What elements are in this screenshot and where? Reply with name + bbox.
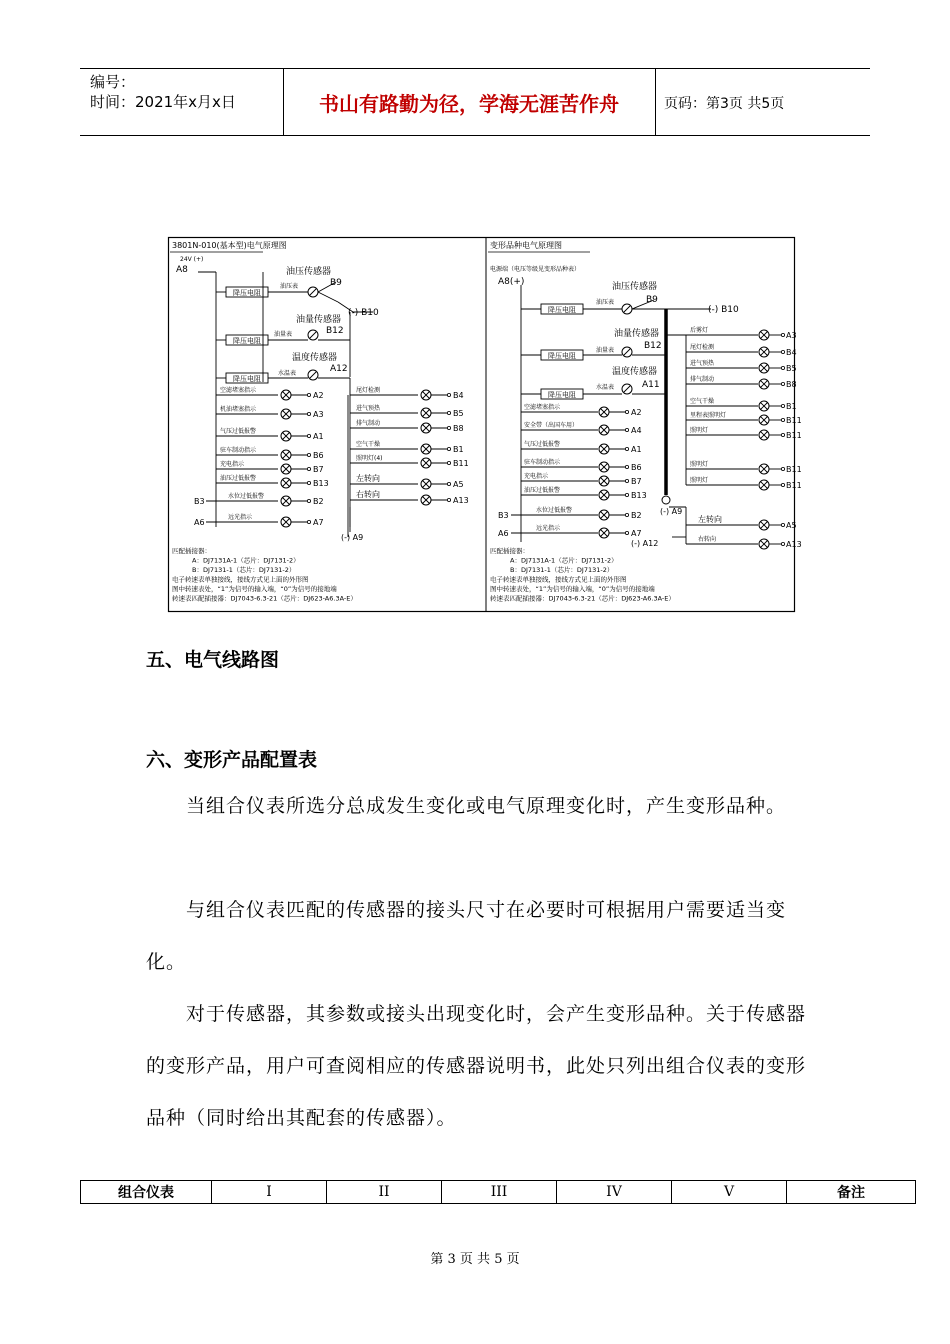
- left-output-pin: A5: [453, 480, 464, 489]
- left-indicator-pin: A2: [313, 391, 324, 400]
- paragraph-3: 对于传感器，其参数或接头出现变化时，会产生变形品种。关于传感器的变形产品，用户可查阅相应的传感器说明书，此处只列出组合仪表的变形品种（同时给出其配套的传感器）。: [146, 1003, 807, 1129]
- terminal-dot: [307, 393, 310, 396]
- electrical-diagram-svg: [168, 237, 802, 612]
- terminal-dot: [781, 333, 784, 336]
- resistor-label: 降压电阻: [233, 337, 261, 345]
- right-neg-a12: (-) A12: [631, 539, 659, 548]
- right-output-label: 照明灯: [690, 427, 709, 434]
- right-left-turn-pin: A5: [786, 521, 797, 530]
- terminal-dot: [781, 523, 784, 526]
- terminal-dot: [625, 479, 628, 482]
- right-note-line: 图中转速表处，“1”为信号的输入端，“0”为信号的接地端: [490, 585, 655, 593]
- right-output-pin: B11: [786, 431, 802, 440]
- right-output-label: 尾灯检测: [690, 344, 715, 351]
- right-oil-pressure-sensor: 油压传感器: [612, 282, 658, 292]
- left-fuel-gauge: 油量表: [274, 331, 293, 338]
- page-footer: 第 3 页 共 5 页: [430, 1252, 520, 1267]
- left-indicator-label: 水位过低报警: [228, 493, 265, 500]
- right-fuel-gauge: 油量表: [596, 347, 615, 354]
- terminal-dot: [625, 531, 628, 534]
- left-indicator-pin: B2: [313, 497, 324, 506]
- terminal-dot: [625, 493, 628, 496]
- left-indicator-pin: A3: [313, 410, 324, 419]
- right-indicator-pin: A1: [631, 445, 642, 454]
- right-indicator-label: 安全带（出国车用）: [524, 422, 579, 429]
- right-note-line: 转速表匹配插接器：DJ7043-6.3-21（芯片：DJ623-A6.3A-E）: [490, 594, 675, 603]
- terminal-dot: [781, 467, 784, 470]
- left-diagram-title: 3801N-010(基本型)电气原理图: [172, 241, 287, 250]
- table-header-cell: V: [672, 1181, 787, 1204]
- right-output-label: 照明灯: [690, 477, 709, 484]
- header-top-rule: [80, 68, 870, 69]
- right-right-turn-pin: A13: [786, 540, 802, 549]
- terminal-dot: [781, 542, 784, 545]
- left-output-pin: B8: [453, 424, 464, 433]
- left-a8-terminal: A8: [176, 265, 188, 275]
- left-output-label: 右转向: [356, 490, 380, 499]
- right-output-pin: B11: [786, 416, 802, 425]
- terminal-dot: [447, 461, 450, 464]
- terminal-dot: [447, 482, 450, 485]
- terminal-dot: [447, 498, 450, 501]
- left-a12-terminal: A12: [330, 364, 348, 374]
- left-indicator-pin: B6: [313, 451, 324, 460]
- terminal-dot: [625, 465, 628, 468]
- right-output-label: 排气制动: [690, 376, 715, 383]
- section-5-heading: 五、电气线路图: [146, 649, 280, 671]
- left-output-pin: B5: [453, 409, 464, 418]
- right-fuel-sensor: 油量传感器: [614, 329, 660, 339]
- left-indicator-pin: A7: [313, 518, 324, 527]
- terminal-dot: [447, 426, 450, 429]
- right-note-line: B：DJ7131-1（芯片：DJ7131-2）: [510, 566, 614, 574]
- terminal-dot: [307, 453, 310, 456]
- right-diagram-title: 变形品种电气原理图: [490, 241, 562, 250]
- terminal-dot: [307, 499, 310, 502]
- table-header-cell: II: [327, 1181, 442, 1204]
- right-indicator-label: 油压过低报警: [524, 487, 561, 494]
- left-prefix-terminal: A6: [194, 518, 205, 527]
- paragraph-2: 与组合仪表匹配的传感器的接头尺寸在必要时可根据用户需要适当变化。: [146, 899, 787, 973]
- header-page-info: 页码：第3页 共5页: [664, 96, 785, 112]
- left-oil-pressure-sensor: 油压传感器: [286, 267, 332, 277]
- right-left-turn-label: 左转向: [698, 515, 722, 524]
- resistor-label: 降压电阻: [233, 375, 261, 383]
- terminal-dot: [625, 428, 628, 431]
- right-indicator-label: 气压过低报警: [524, 441, 561, 448]
- left-indicator-pin: B7: [313, 465, 324, 474]
- left-fuel-sensor: 油量传感器: [296, 315, 342, 325]
- terminal-dot: [307, 481, 310, 484]
- table-header-cell: 备注: [787, 1181, 916, 1204]
- right-indicator-label: 驻车制动指示: [524, 459, 561, 466]
- resistor-label: 降压电阻: [548, 352, 576, 360]
- left-output-pin: A13: [453, 496, 469, 505]
- left-note-line: A：DJ7131A-1（芯片：DJ7131-2）: [192, 556, 300, 565]
- right-b9-terminal: B9: [646, 295, 658, 305]
- right-output-pin: B11: [786, 481, 802, 490]
- table-header-cell: I: [212, 1181, 327, 1204]
- right-indicator-pin: B7: [631, 477, 642, 486]
- left-output-pin: B1: [453, 445, 464, 454]
- right-output-label: 里程表照明灯: [690, 412, 727, 419]
- left-b12-terminal: B12: [326, 326, 344, 336]
- right-neg-a9: (-) A9: [660, 507, 683, 516]
- left-indicator-label: 充电指示: [220, 461, 245, 468]
- left-note-line: B：DJ7131-1（芯片：DJ7131-2）: [192, 566, 296, 574]
- left-output-label: 空气干燥: [356, 441, 381, 448]
- header-meta: [90, 72, 236, 112]
- terminal-dot: [781, 366, 784, 369]
- header-motto: 书山有路勤为径，学海无涯苦作舟: [319, 92, 619, 116]
- left-note-line: 电子转速表单独接线，接线方式见上面的外形图: [172, 575, 309, 584]
- terminal-dot: [781, 483, 784, 486]
- left-indicator-label: 空滤堵塞指示: [220, 387, 257, 394]
- section-6-heading: 六、变形产品配置表: [146, 749, 318, 771]
- left-water-temp-gauge: 水温表: [278, 370, 297, 377]
- right-indicator-pin: A7: [631, 529, 642, 538]
- right-oil-pressure-gauge: 油压表: [596, 299, 615, 306]
- right-indicator-pin: A2: [631, 408, 642, 417]
- terminal-dot: [781, 350, 784, 353]
- left-note-line: 匹配插接器：: [172, 547, 211, 555]
- right-output-label: 后雾灯: [690, 327, 709, 334]
- left-output-label: 左转向: [356, 474, 380, 483]
- right-water-temp-gauge: 水温表: [596, 384, 615, 391]
- resistor-label: 降压电阻: [548, 306, 576, 314]
- left-indicator-pin: B13: [313, 479, 329, 488]
- right-indicator-pin: B6: [631, 463, 642, 472]
- right-indicator-pin: B13: [631, 491, 647, 500]
- left-b9-terminal: B9: [330, 278, 342, 288]
- right-supply-note: 电源端（电压等级见变形品种表）: [490, 266, 581, 273]
- document-number-label: 编号：: [90, 73, 136, 91]
- right-indicator-pin: B2: [631, 511, 642, 520]
- right-right-turn-label: 右转向: [698, 536, 717, 543]
- terminal-dot: [447, 447, 450, 450]
- right-indicator-pin: A4: [631, 426, 642, 435]
- left-indicator-label: 气压过低报警: [220, 428, 257, 435]
- right-note-line: 匹配插接器：: [490, 547, 529, 555]
- terminal-dot: [307, 520, 310, 523]
- header-bottom-rule: [80, 135, 870, 136]
- right-neg-b10: (-) B10: [708, 305, 739, 315]
- left-neg-b10: (-) B10: [348, 308, 379, 318]
- resistor-label: 降压电阻: [548, 391, 576, 399]
- right-output-label: 空气干燥: [690, 398, 715, 405]
- terminal-dot: [307, 434, 310, 437]
- right-output-pin: A3: [786, 331, 797, 340]
- left-prefix-terminal: B3: [194, 497, 205, 506]
- left-output-pin: B11: [453, 459, 469, 468]
- right-output-pin: B8: [786, 380, 797, 389]
- right-prefix-terminal: A6: [498, 529, 509, 538]
- terminal-dot: [625, 447, 628, 450]
- document-date: 时间：2021年x月x日: [90, 93, 236, 111]
- left-note-line: 转速表匹配插接器：DJ7043-6.3-21（芯片：DJ623-A6.3A-E）: [172, 594, 357, 603]
- right-output-pin: B4: [786, 348, 797, 357]
- terminal-dot: [307, 412, 310, 415]
- right-output-label: 照明灯: [690, 461, 709, 468]
- left-neg-a9: (-) A9: [341, 533, 364, 542]
- left-output-label: 进气预热: [356, 405, 381, 412]
- right-indicator-label: 远光指示: [536, 525, 561, 532]
- right-a11-terminal: A11: [642, 380, 660, 390]
- right-indicator-label: 空滤堵塞指示: [524, 404, 561, 411]
- resistor-label: 降压电阻: [233, 289, 261, 297]
- left-indicator-pin: A1: [313, 432, 324, 441]
- table-header-row: [81, 1181, 916, 1204]
- left-output-pin: B4: [453, 391, 464, 400]
- header-divider-right: [655, 68, 656, 136]
- right-indicator-label: 充电指示: [524, 473, 549, 480]
- left-oil-pressure-gauge: 油压表: [280, 283, 299, 290]
- left-output-label: 照明灯(4): [356, 455, 383, 462]
- right-prefix-terminal: B3: [498, 511, 509, 520]
- paragraph-1: 当组合仪表所选分总成发生变化或电气原理变化时，产生变形品种。: [186, 795, 787, 817]
- right-b12-terminal: B12: [644, 341, 662, 351]
- table-header-cell: 组合仪表: [81, 1181, 212, 1204]
- terminal-dot: [307, 467, 310, 470]
- terminal-dot: [447, 393, 450, 396]
- left-output-label: 排气制动: [356, 420, 381, 427]
- wire: [318, 292, 338, 302]
- left-indicator-label: 驻车制动指示: [220, 447, 257, 454]
- right-a8-terminal: A8(+): [498, 277, 525, 287]
- right-note-line: A：DJ7131A-1（芯片：DJ7131-2）: [510, 556, 618, 565]
- terminal-dot: [781, 404, 784, 407]
- right-output-label: 进气预热: [690, 360, 715, 367]
- table-header-cell: III: [442, 1181, 557, 1204]
- terminal-dot: [625, 513, 628, 516]
- left-note-line: 图中转速表处，“1”为信号的输入端，“0”为信号的接地端: [172, 585, 337, 593]
- ground-terminal: [662, 496, 670, 504]
- right-temp-sensor: 温度传感器: [612, 367, 658, 377]
- left-indicator-label: 油压过低报警: [220, 475, 257, 482]
- terminal-dot: [781, 433, 784, 436]
- right-output-pin: B5: [786, 364, 797, 373]
- table-header-cell: IV: [557, 1181, 672, 1204]
- variant-config-table: [80, 1180, 916, 1204]
- right-output-pin: B1: [786, 402, 797, 411]
- left-supply-label: 24V (+): [180, 256, 204, 263]
- left-output-label: 尾灯检测: [356, 387, 381, 394]
- terminal-dot: [781, 382, 784, 385]
- right-note-line: 电子转速表单独接线，接线方式见上面的外形图: [490, 575, 627, 584]
- electrical-diagram: [168, 237, 802, 612]
- left-temp-sensor: 温度传感器: [292, 353, 338, 363]
- terminal-dot: [781, 418, 784, 421]
- terminal-dot: [625, 410, 628, 413]
- terminal-dot: [447, 411, 450, 414]
- right-indicator-label: 水位过低报警: [536, 507, 573, 514]
- left-indicator-label: 机油堵塞指示: [220, 406, 257, 413]
- left-indicator-label: 远光指示: [228, 514, 253, 521]
- right-output-pin: B11: [786, 465, 802, 474]
